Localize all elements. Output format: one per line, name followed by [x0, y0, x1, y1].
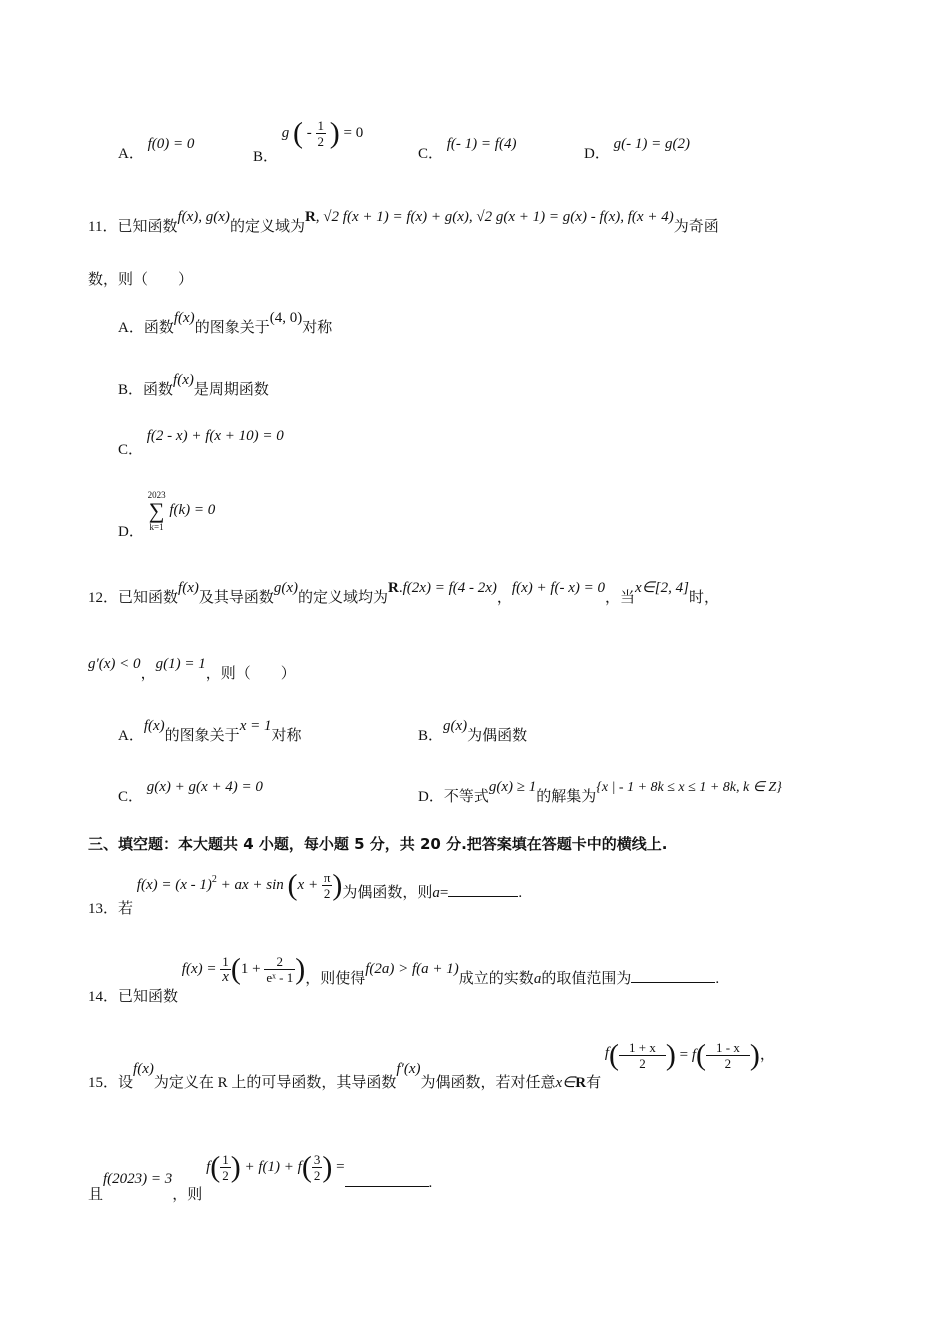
denominator: 2: [724, 1056, 732, 1071]
q12-stem: [88, 580, 719, 607]
q12-option-d: [418, 779, 782, 806]
q14: [88, 952, 720, 1005]
equals: =: [679, 1046, 689, 1063]
math-expr: f(x) =: [181, 960, 217, 977]
option-label: B．: [253, 148, 279, 165]
option-label: B．: [418, 728, 444, 744]
punct: .: [428, 1174, 433, 1191]
stem-text: ，则使得: [305, 970, 366, 987]
denominator: 2: [639, 1056, 646, 1071]
q10-option-c: [418, 136, 517, 163]
answer-blank[interactable]: [631, 982, 715, 983]
stem-text: 为奇函: [673, 219, 719, 235]
math-expr: g(x): [273, 580, 299, 596]
numerator: 2: [264, 954, 295, 970]
punct: ，: [759, 1046, 775, 1063]
summation-symbol: [148, 490, 166, 532]
question-number: 14．: [88, 988, 119, 1005]
paren-right: ): [332, 868, 343, 902]
sum-lower: k=1: [149, 522, 164, 532]
stem-text: 有: [586, 1074, 602, 1091]
q11-option-d: [118, 484, 216, 541]
math-rhs: = 0: [343, 124, 364, 141]
math-expr: g(1) = 1: [155, 656, 206, 672]
option-label: B．: [118, 382, 144, 398]
stem-text: 且: [88, 1186, 104, 1203]
fraction: [316, 118, 327, 149]
option-text: 是周期函数: [193, 382, 269, 398]
q10-option-a: [118, 136, 195, 163]
q12-option-c: [118, 779, 263, 806]
option-label: D．: [418, 789, 444, 805]
denominator: 2: [323, 886, 331, 901]
section-heading-text: 三、填空题：本大题共 4 小题，每小题 5 分，共 20 分.把答案填在答题卡中的横线上.: [88, 835, 668, 853]
math-expr: , √2 f(x + 1) = f(x) + g(x), √2 g(x + 1) = g(x) - f(x), f(x + 4): [315, 209, 674, 225]
stem-text: 的取值范围为: [541, 970, 632, 987]
fraction: [220, 1152, 231, 1183]
stem-text: 时，: [688, 590, 719, 606]
fraction: [220, 954, 231, 985]
denominator: 2: [313, 1168, 321, 1183]
minus-sign: -: [306, 124, 312, 141]
math-expr: f(2a) > f(a + 1): [365, 960, 459, 977]
paren-left: (: [210, 1150, 221, 1184]
real-set-symbol: R: [304, 209, 316, 225]
math-expr: f(x), g(x): [177, 209, 230, 225]
math-expr: x +: [297, 876, 319, 893]
denominator: eˣ - 1: [266, 970, 294, 985]
punct: ，: [140, 666, 156, 682]
stem-text: 及其导函数: [198, 590, 274, 606]
numerator: π: [323, 870, 331, 885]
fraction: [264, 954, 295, 985]
q12-option-b: [418, 718, 528, 745]
answer-blank[interactable]: [448, 896, 518, 897]
math-expr: (4, 0): [269, 310, 303, 326]
func-f: f: [297, 1158, 302, 1175]
math-var: a: [533, 970, 542, 987]
numerator: 1 + x: [619, 1040, 666, 1056]
sigma-glyph: ∑: [148, 498, 165, 523]
option-text: 的图象关于: [164, 728, 240, 744]
option-text: 函数: [143, 382, 174, 398]
option-label: C．: [118, 789, 144, 805]
option-label: A．: [118, 320, 144, 336]
option-label: A．: [118, 728, 144, 744]
option-label: A．: [118, 146, 144, 162]
paren-right: ): [329, 116, 340, 150]
stem-text: 为偶函数，若对任意: [420, 1074, 556, 1091]
answer-blank[interactable]: [345, 1186, 429, 1187]
numerator: 1: [220, 954, 231, 970]
numerator: 3: [313, 1152, 321, 1167]
option-text: 对称: [271, 728, 302, 744]
option-text: 的图象关于: [194, 320, 270, 336]
fraction: [322, 870, 333, 901]
sum-upper: 2023: [147, 490, 166, 500]
fraction: [619, 1040, 666, 1071]
q10-option-d: [584, 136, 690, 163]
math-expr: f(0) = 0: [147, 136, 195, 152]
math-expr: {x | - 1 + 8k ≤ x ≤ 1 + 8k, k ∈ Z}: [596, 780, 782, 795]
math-expr: + f(1) +: [244, 1158, 294, 1175]
option-label: C．: [418, 146, 444, 162]
func-f: f: [206, 1158, 211, 1175]
stem-text: ，当: [605, 590, 636, 606]
math-expr: + ax + sin: [220, 876, 284, 893]
paren-left: (: [230, 952, 241, 986]
stem-text: 为定义在 R 上的可导函数，其导函数: [153, 1074, 397, 1091]
q10-option-b: [253, 116, 364, 165]
paren-left: (: [293, 116, 304, 150]
stem-text: 已知函数: [118, 590, 179, 606]
paren-right: ): [749, 1038, 760, 1072]
stem-text: 已知函数: [117, 219, 178, 235]
q15: [88, 1038, 775, 1091]
stem-text: 为偶函数，则: [342, 884, 433, 901]
paren-right: ): [230, 1150, 241, 1184]
math-expr: f(2x) = f(4 - 2x): [402, 580, 497, 596]
punct: .: [715, 970, 720, 987]
denominator: x: [222, 969, 229, 985]
fraction: [706, 1040, 750, 1071]
math-var: a: [432, 884, 440, 901]
stem-text: 的定义域为: [229, 219, 305, 235]
option-label: C．: [118, 442, 144, 458]
equals: =: [336, 1158, 345, 1175]
math-expr: g′(x) < 0: [88, 656, 141, 672]
option-text: 不等式: [443, 789, 489, 805]
question-number: 12．: [88, 590, 119, 606]
question-number: 11．: [88, 219, 118, 235]
paren-right: ): [665, 1038, 676, 1072]
math-expr: f(k) = 0: [169, 502, 216, 519]
math-expr: f(x) + f(- x) = 0: [511, 580, 606, 596]
paren-left: (: [301, 1150, 312, 1184]
q11-option-c: [118, 428, 284, 459]
func-f: f: [604, 1044, 610, 1061]
question-number: 13．: [88, 900, 119, 917]
option-text: 为偶函数: [467, 728, 528, 744]
math-expr: f′(x): [396, 1060, 421, 1077]
stem-text: 设: [118, 1074, 134, 1091]
math-expr: f(x): [173, 372, 194, 388]
paren-right: ): [322, 1150, 333, 1184]
math-expr: x = 1: [239, 718, 272, 734]
stem-text: 已知函数: [118, 988, 179, 1005]
math-expr: g(x): [443, 718, 468, 734]
math-expr: 1 +: [240, 960, 261, 977]
denominator: 2: [317, 134, 325, 149]
math-expr: g(x) ≥ 1: [488, 779, 537, 795]
q11-option-a: [118, 310, 333, 337]
math-expr: f(x) = (x - 1): [136, 876, 212, 893]
option-label: D．: [584, 146, 610, 162]
stem-text: 若: [118, 900, 134, 917]
paren-left: (: [287, 868, 298, 902]
numerator: 1: [222, 1152, 229, 1167]
paren-right: ): [295, 952, 306, 986]
paren-left: (: [696, 1038, 706, 1072]
stem-text: 的定义域均为: [298, 590, 389, 606]
math-expr: f(2 - x) + f(x + 10) = 0: [146, 428, 284, 444]
q15-line2: [88, 1150, 433, 1203]
math-expr: f(x): [133, 1060, 154, 1077]
punct: ，: [496, 590, 512, 606]
real-set-symbol: R: [388, 580, 399, 596]
punct: .: [398, 580, 403, 596]
option-label: D．: [118, 524, 144, 541]
math-expr: x∈: [555, 1074, 576, 1091]
question-number: 15．: [88, 1074, 119, 1091]
func-f: f: [691, 1046, 696, 1063]
paren-left: (: [609, 1038, 620, 1072]
math-expr: g(- 1) = g(2): [613, 136, 690, 152]
math-expr: f(x): [178, 580, 199, 596]
denominator: 2: [222, 1168, 229, 1183]
q13: [88, 868, 523, 917]
math-expr: g(x) + g(x + 4) = 0: [146, 779, 263, 795]
q11-stem: [88, 209, 719, 236]
option-text: 函数: [143, 320, 174, 336]
punct: .: [518, 884, 523, 901]
q11-stem-line2: [88, 268, 193, 289]
section-heading: [88, 833, 667, 854]
math-expr: f(x): [173, 310, 195, 326]
stem-text: 成立的实数: [458, 970, 534, 987]
math-expr: f(x): [143, 718, 165, 734]
math-expr: f(- 1) = f(4): [446, 136, 517, 152]
numerator: 1 - x: [706, 1040, 750, 1056]
real-set-symbol: R: [575, 1074, 587, 1091]
math-expr: f(2023) = 3: [103, 1170, 173, 1187]
stem-text: 数，则（ ）: [88, 272, 194, 288]
q12-option-a: [118, 718, 302, 745]
numerator: 1: [317, 118, 325, 133]
stem-text: ，则: [172, 1186, 203, 1203]
math-expr: x∈[2, 4]: [635, 580, 689, 596]
exponent: 2: [211, 873, 217, 885]
equals: =: [439, 884, 449, 901]
q12-stem-line2: [88, 656, 296, 683]
fraction: [312, 1152, 323, 1183]
math-func: g: [281, 124, 290, 141]
q11-option-b: [118, 372, 269, 399]
option-text: 的解集为: [536, 789, 597, 805]
stem-text: ，则（ ）: [205, 666, 296, 682]
option-text: 对称: [302, 320, 333, 336]
